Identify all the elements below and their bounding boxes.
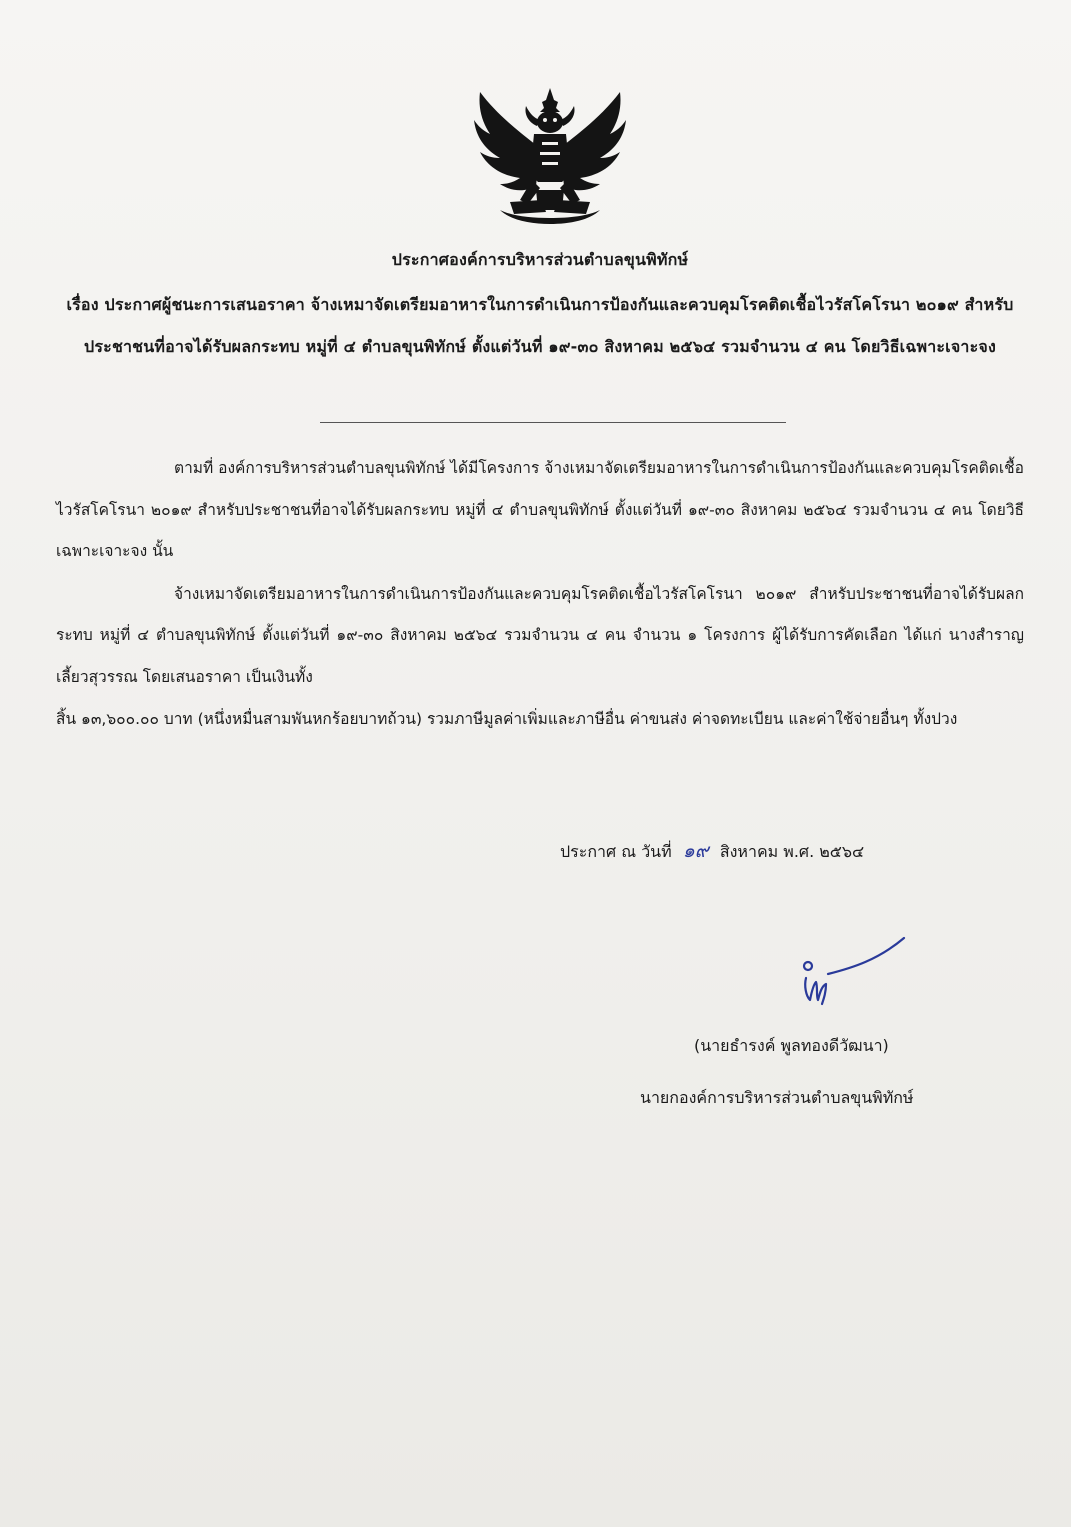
- body-paragraph-2-continued: สิ้น ๑๓,๖๐๐.๐๐ บาท (หนึ่งหมื่นสามพันหกร้อยบาทถ้วน) รวมภาษีมูลค่าเพิ่มและภาษีอื่น ค่าขนส่ง ค่าจดทะเบียน และค่าใช้จ่ายอื่นๆ ทั้งปวง: [56, 710, 958, 728]
- divider-line: [320, 422, 786, 423]
- signer-position: นายกองค์การบริหารส่วนตำบลขุนพิทักษ์: [640, 1088, 914, 1107]
- signer-name: (นายธำรงค์ พูลทองดีวัฒนา): [694, 1036, 889, 1055]
- announcement-date-day: ๑๙: [682, 840, 709, 862]
- subject-heading: เรื่อง ประกาศผู้ชนะการเสนอราคา จ้างเหมาจัดเตรียมอาหารในการดำเนินการป้องกันและควบคุมโรคติดเชื้อไวรัสโคโรนา ๒๐๑๙ สำหรับประชาชนที่อาจได้รับผลกระทบ หมู่ที่ ๔ ตำบลขุนพิทักษ์ ตั้งแต่วันที่ ๑๙-๓๐ สิงหาคม ๒๕๖๔ รวมจำนวน ๔ คน โดยวิธีเฉพาะเจาะจง: [66, 295, 1014, 356]
- announcement-date-prefix: ประกาศ ณ วันที่: [560, 842, 672, 861]
- announcement-date-month-year: สิงหาคม พ.ศ. ๒๕๖๔: [719, 842, 865, 861]
- announcement-date: [560, 836, 864, 866]
- announcement-body: [56, 448, 1024, 741]
- body-paragraph-1: ตามที่ องค์การบริหารส่วนตำบลขุนพิทักษ์ ได้มีโครงการ จ้างเหมาจัดเตรียมอาหารในการดำเนินการป้องกันและควบคุมโรคติดเชื้อไวรัสโคโรนา ๒๐๑๙ สำหรับประชาชนที่อาจได้รับผลกระทบ หมู่ที่ ๔ ตำบลขุนพิทักษ์ ตั้งแต่วันที่ ๑๙-๓๐ สิงหาคม ๒๕๖๔ รวมจำนวน ๔ คน โดยวิธีเฉพาะเจาะจง นั้น: [56, 459, 1024, 560]
- signature-mark: [796, 930, 916, 1010]
- garuda-emblem-icon: [470, 86, 630, 228]
- issuer-title: ประกาศองค์การบริหารส่วนตำบลขุนพิทักษ์: [391, 250, 689, 269]
- body-paragraph-2: จ้างเหมาจัดเตรียมอาหารในการดำเนินการป้องกันและควบคุมโรคติดเชื้อไวรัสโคโรนา ๒๐๑๙ สำหรับประชาชนที่อาจได้รับผลกระทบ หมู่ที่ ๔ ตำบลขุนพิทักษ์ ตั้งแต่วันที่ ๑๙-๓๐ สิงหาคม ๒๕๖๔ รวมจำนวน ๔ คน จำนวน ๑ โครงการ ผู้ได้รับการคัดเลือก ได้แก่ นางสำราญ เลี้ยวสุวรรณ โดยเสนอราคา เป็นเงินทั้ง: [56, 584, 1024, 686]
